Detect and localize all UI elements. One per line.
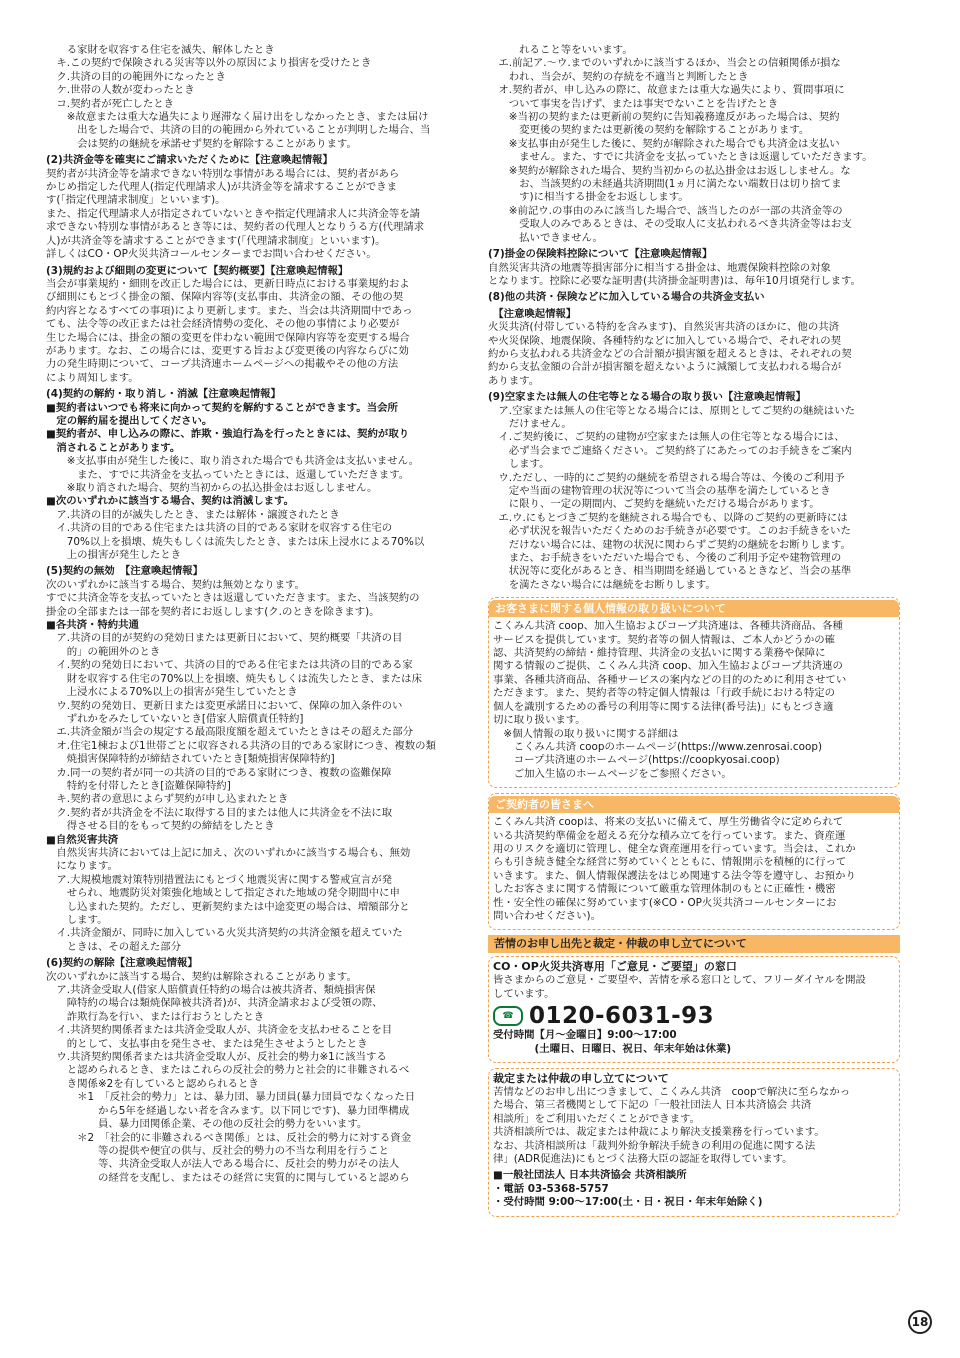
text-line: 掛金の全部または一部を契約者にお返しします(ク.のときを除きます)。 [46, 605, 380, 618]
text-line: ア.空家または無人の住宅等となる場合には、原則としてご契約の継続はいた [488, 404, 855, 417]
inquiry-hours-1: 受付時間【月～金曜日】9:00～17:00 [493, 1029, 677, 1042]
text-line: だけません。 [488, 417, 572, 430]
text-line: ■自然災害共済 [46, 833, 119, 846]
text-line: らも引き続き健全な経営に努めていくとともに、情報開示を積極的に行って [493, 856, 847, 869]
text-line: われ、当会が、契約の存続を不適当と判断したとき [488, 70, 749, 83]
arbitration-hours: ・受付時間 9:00～17:00(土・日・祝日・年末年始除く) [493, 1196, 763, 1209]
text-line: ウ.共済契約関係者または共済金受取人が、反社会的勢力※1に該当する [46, 1051, 387, 1064]
inquiry-window-box [488, 956, 900, 1063]
text-line: 70%以上を損壊、焼失もしくは流失したとき、または床上浸水による70%以 [46, 535, 425, 548]
text-line: 約内容となるすべての事項)により更新します。また、当会は共済期間中であっ [46, 304, 413, 317]
text-line: ウ.ただし、一時的にご契約の継続を希望される場合等は、今後のご利用予 [488, 471, 845, 484]
text-line: せられ、地震防災対策強化地域として指定された地域の発令期間中に申 [46, 887, 400, 900]
text-line: 上浸水による70%以上の損害が発生していたとき [46, 686, 298, 699]
text-line: 財を収容する住宅の70%以上を損壊、焼失もしくは流失したとき、または床 [46, 672, 422, 685]
inquiry-hours-2: (土曜日、日曜日、祝日、年末年始は休業) [493, 1042, 732, 1055]
text-line: 約から支払金額の合計が損害額を超えないように減額して支払われる場合が [488, 361, 842, 374]
text-line: したお客さまに関する情報について厳重な管理体制のもとに正確性・機密 [493, 883, 836, 896]
text-line: ＊1 「反社会的勢力」とは、暴力団、暴力団員(暴力団員でなくなった日 [46, 1091, 416, 1104]
text-line: ■各共済・特約共通 [46, 619, 139, 632]
text-line: ア.共済の目的が滅失したとき、または解体・譲渡されたとき [46, 508, 340, 521]
text-line: キ.契約者の意思によらず契約が申し込まれたとき [46, 793, 289, 806]
phone-number[interactable]: 0120-6031-93 [529, 1003, 715, 1030]
section-heading: (6)契約の解除【注意喚起情報】 [46, 957, 198, 970]
text-line: 力の発生時期について、コープ共済連ホームページへの掲載やその他の方法 [46, 358, 399, 371]
arbitration-title: 裁定または仲裁の申し立てについて [493, 1072, 669, 1085]
text-line: 皆さまからのご意見・ご要望や、苦情を承る窓口として、フリーダイヤルを開設 [493, 974, 866, 987]
text-line: 会は契約の継続を承諾せず契約を解除することがあります。 [46, 137, 357, 150]
arbitration-tel[interactable]: ・電話 03-5368-5757 [493, 1182, 609, 1195]
arbitration-org: ■一般社団法人 日本共済協会 共済相談所 [493, 1169, 687, 1182]
text-line: 事業、各種共済商品、各種サービスの案内などの目的のために利用させてい [493, 673, 847, 686]
section-heading: (7)掛金の保険料控除について【注意喚起情報】 [488, 248, 713, 261]
text-line: ※当初の契約または更新前の契約に告知義務違反があった場合は、契約 [488, 111, 840, 124]
text-line: 切に取り扱います。 [493, 714, 586, 727]
text-line: ■次のいずれかに該当する場合、契約は消滅します。 [46, 495, 294, 508]
text-line: 次のいずれかに該当する場合、契約は解除されることがあります。 [46, 970, 357, 983]
privacy-box [488, 597, 900, 788]
text-line: となります。控除に必要な証明書(共済掛金証明書)は、毎年10月頃発行します。 [488, 274, 861, 287]
text-line: 必ず状況を報告いただくためのお手続きが必要です。このお手続きをいた [488, 525, 851, 538]
text-line: 相談所」をご利用いただくことができます。 [493, 1112, 700, 1125]
text-line: 当会が事業規約・細則を改正した場合には、更新日時点における事業規約およ [46, 277, 410, 290]
text-line: ご加入生協のホームページをご参照ください。 [493, 767, 732, 780]
text-line: ク.共済の目的の範囲外になったとき [46, 70, 226, 83]
text-line: こくみん共済 coopは、将来の支払いに備えて、厚生労働省令に定められて [493, 816, 844, 829]
text-line: なお、共済相談所は「裁判外紛争解決手続きの利用の促進に関する法 [493, 1139, 816, 1152]
text-line: 等、共済金受取人が法人である場合に、反社会的勢力がその法人 [46, 1158, 400, 1171]
text-line: し込まれた契約。ただし、更新契約または中途変更の場合は、増額部分と [46, 900, 410, 913]
text-line: 定の解約届を提出してください。 [46, 414, 213, 427]
text-line: します。 [46, 914, 108, 926]
text-line: 火災共済(付帯している特約を含みます)、自然災害共済のほかに、他の共済 [488, 321, 839, 334]
text-line: 人)が共済金等を請求することができます(「代理請求制度」といいます)。 [46, 234, 386, 247]
text-line: 問い合わせください)。 [493, 909, 601, 922]
text-line: 特約を付帯したとき[盗難保障特約] [46, 779, 231, 792]
text-line: また、お手続きをいただいた場合でも、今後のご利用予定や建物管理の [488, 552, 842, 565]
page-number: 18 [908, 1310, 932, 1334]
text-line: コ.契約者が死亡したとき [46, 97, 174, 110]
text-line: オ.契約者が、申し込みの際に、故意または重大な過失により、質問事項に [488, 84, 845, 97]
text-line: から5年を経過しない者を含みます。以下同じです)、暴力団準構成 [46, 1104, 410, 1117]
text-line: ア.大規模地震対策特別措置法にもとづく地震災害に関する警戒宣言が発 [46, 873, 392, 886]
text-line: 必ず当会までご連絡ください。ご契約終了にあたってのお手続きをご案内 [488, 444, 852, 457]
text-line: いる共済契約準備金を超える充分な積み立てを行っています。また、資産運 [493, 829, 846, 842]
section-heading: (2)共済金等を確実にご請求いただくために【注意喚起情報】 [46, 154, 333, 167]
text-line: また、指定代理請求人が指定されていないときや指定代理請求人に共済金等を請 [46, 207, 421, 220]
text-line: エ.共済金額が当会の規定する最高限度額を超えていたときはその超えた部分 [46, 726, 413, 739]
text-line: 変更後の契約または更新後の契約を解除することがあります。 [488, 124, 810, 137]
privacy-box-title: お客さまに関する個人情報の取り扱いについて [489, 600, 899, 617]
members-box-title: ご契約者の皆さまへ [489, 796, 899, 813]
text-line: 上の損害が発生したとき [46, 549, 182, 562]
inquiry-window-body [493, 974, 895, 1001]
text-line: ＊2 「社会的に非難されるべき関係」とは、反社会的勢力に対する資金 [46, 1131, 412, 1144]
text-line: いきます。また、個人情報保護法をはじめ関連する法令等を遵守し、お預かり [493, 869, 856, 882]
text-line: カ.同一の契約者が同一の共済の目的である家財につき、複数の盗難保障 [46, 766, 392, 779]
text-line: と認められるとき、またはこれらの反社会的勢力と社会的に非難されるべ [46, 1064, 410, 1077]
text-line: ときは、その超えた部分 [46, 940, 182, 953]
phone-row [493, 1003, 895, 1029]
text-line: イ.契約の発効日において、共済の目的である住宅または共済の目的である家 [46, 659, 413, 672]
text-line: します。 [488, 458, 550, 471]
text-line: ※前記ウ.の事由のみに該当した場合で、該当したのが一部の共済金等の [488, 204, 843, 217]
text-line: 求できない特別な事情があるとき等には、契約者の代理人となりうる方(代理請求 [46, 221, 425, 234]
text-line: 出をした場合で、共済の目的の範囲から外れていることが判明した場合、当 [46, 124, 431, 137]
text-line: 約から支払われる共済金などの合計額が損害額を超えるときは、それぞれの契 [488, 347, 852, 360]
text-line: ア.共済の目的が契約の発効日または更新日において、契約概要「共済の目 [46, 632, 403, 645]
text-line: ※支払事由が発生した後に、取り消された場合でも共済金は支払いません。 [46, 455, 419, 468]
text-line: 員、暴力団関係企業、その他の反社会的勢力をいいます。 [46, 1118, 368, 1131]
text-line: 次のいずれかに該当する場合、契約は無効となります。 [46, 578, 305, 591]
text-line: キ.この契約で保険される災害等以外の原因により損害を受けたとき [46, 57, 372, 70]
complaint-section-heading: 苦情のお申し出先と裁定・仲裁の申し立てについて [488, 935, 900, 953]
text-line: 的」の範囲外のとき [46, 645, 161, 658]
text-line: 受取人のみであるときは、その受取人に支払われるべき共済金等はお支 [488, 218, 852, 231]
text-line: 性・安全性の確保に努めています(※CO・OP火災共済コールセンターにお [493, 896, 837, 909]
text-line: があります。なお、この場合には、変更する旨および変更後の内容ならびに効 [46, 344, 409, 357]
right-column [488, 44, 900, 1222]
arbitration-box [488, 1068, 900, 1217]
section-heading: (4)契約の解約・取り消し・消滅【注意喚起情報】 [46, 388, 281, 401]
section-heading: (5)契約の無効 【注意喚起情報】 [46, 565, 203, 578]
text-line: ア.共済金受取人(借家人賠償責任特約の場合は被共済者、類焼損害保 [46, 984, 376, 997]
arbitration-body [493, 1086, 895, 1166]
text-line: オ.住宅1棟および1世帯ごとに収容される共済の目的である家財につき、複数の類 [46, 739, 436, 752]
text-line: れること等をいいます。 [488, 44, 633, 56]
text-line: ※個人情報の取り扱いに関する詳細は [493, 727, 679, 740]
text-line: 自然災害共済の地震等損害部分に相当する掛金は、地震保険料控除の対象 [488, 261, 831, 274]
text-line: 生じた場合には、掛金の額の変更を伴わない範囲で保障内容等を変更する場合 [46, 331, 410, 344]
text-line: ※契約が解除された場合、契約当初からの払込掛金はお返ししません。な [488, 164, 851, 177]
text-line: ただきます。また、契約者等の特定個人情報は「行政手続における特定の [493, 687, 836, 700]
section-heading: (8)他の共済・保険などに加入している場合の共済金支払い [488, 291, 765, 304]
text-line: 関する情報のご提供、こくみん共済 coop、加入生協およびコープ共済連の [493, 660, 843, 673]
text-line: す)に相当する掛金をお返しします。 [488, 191, 689, 204]
text-line: 状況等に変化があるとき、相当期間を経過しているときなど、当会の基準 [488, 565, 852, 578]
members-box [488, 793, 900, 930]
text-line: を満たさない場合には継続をお断りします。 [488, 578, 716, 591]
text-line: に限り、一定の期間内、ご契約を継続いただける場合があります。 [488, 498, 820, 511]
text-line: 認、共済契約の締結・維持管理、共済金の支払いに関する業務や保障に [493, 647, 826, 660]
text-line: 詳しくはCO・OP火災共済コールセンターまでお問い合わせください。 [46, 248, 377, 261]
text-line: び細則にもとづく掛金の額、保障内容等(支払事由、共済金の額、その他の契 [46, 291, 404, 304]
section-heading: 【注意喚起情報】 [488, 307, 577, 320]
text-line: により周知します。 [46, 371, 139, 384]
text-line: ク.契約者が共済金を不法に取得する目的または他人に共済金を不法に取 [46, 806, 393, 819]
text-line: 個人を識別するための番号の利用等に関する法律(番号法)」にもとづき適 [493, 700, 834, 713]
text-line: 詐欺行為を行い、または行おうとしたとき [46, 1010, 265, 1023]
right-column-text [488, 44, 900, 592]
text-line: 契約者が共済金等を請求できない特別な事情がある場合には、契約者があら [46, 167, 400, 180]
text-line: ても、法令等の改正または社会経済情勢の変化、その他の事情により必要が [46, 318, 400, 331]
text-line: や火災保険、地震保険、各種特約などに加入している場合で、それぞれの契 [488, 334, 842, 347]
text-line: す(「指定代理請求制度」といいます)。 [46, 194, 226, 207]
text-line: 共済相談所では、裁定または仲裁により解決支援業務を行っています。 [493, 1126, 825, 1139]
text-line: ■契約者はいつでも将来に向かって契約を解約することができます。当会所 [46, 401, 398, 414]
text-line: ウ.契約の発効日、更新日または変更承諾日において、保障の加入条件のい [46, 699, 403, 712]
inquiry-window-title: CO・OP火災共済専用「ご意見・ご要望」の窓口 [493, 960, 737, 974]
text-line: 焼損害保障特約が締結されていたとき[類焼損害保障特約] [46, 753, 335, 766]
text-line: 得させる目的をもって契約の締結をしたとき [46, 820, 275, 833]
text-line: しています。 [493, 987, 555, 1000]
members-box-body [493, 816, 895, 923]
text-line: た場合、第三者機関として下記の「一般社団法人 日本共済協会 共済 [493, 1099, 812, 1112]
text-line: ※支払事由が発生した後に、契約が解除された場合でも共済金は支払い [488, 137, 840, 150]
text-line: イ.共済の目的である住宅または共済の目的である家財を収容する住宅の [46, 522, 393, 535]
text-line: コープ共済連のホームページ(https://coopkyosai.coop) [493, 754, 780, 767]
text-line: 定や当面の建物管理の状況等について当会の基準を満たしているとき [488, 485, 831, 497]
text-line: 等の提供や便宜の供与、反社会的勢力の不当な利用を行うこと [46, 1144, 389, 1157]
text-line: エ.前記ア.～ウ.までのいずれかに該当するほか、当会との信頼関係が損な [488, 57, 841, 70]
text-line: エ.ウ.にもとづきご契約を継続される場合でも、以降のご契約の更新時には [488, 511, 848, 524]
text-line: 消されることがあります。 [46, 441, 181, 454]
privacy-box-body [493, 620, 895, 781]
text-line: あります。 [488, 374, 540, 387]
freedial-icon: ☎ [493, 1006, 523, 1026]
text-line: すでに共済金等を支払っていたときは返還していただきます。また、当該契約の [46, 592, 420, 605]
text-line: イ.ご契約後に、ご契約の建物が空家または無人の住宅等となる場合には、 [488, 431, 845, 444]
text-line: る家財を収容する住宅を滅失、解体したとき [46, 44, 275, 56]
text-line: き関係※2を有していると認められるとき [46, 1077, 259, 1090]
text-line: 用のリスクを適切に管理し、健全な資産運用を行っています。当会は、これか [493, 842, 856, 855]
text-line: ケ.世帯の人数が変わったとき [46, 84, 195, 97]
text-line: ※故意または重大な過失により遅滞なく届け出をしなかったとき、または届け [46, 111, 429, 124]
text-line: イ.共済契約関係者または共済金受取人が、共済金を支払わせることを目 [46, 1024, 393, 1037]
text-line: 律」(ADR促進法)にもとづく法務大臣の認証を取得しています。 [493, 1153, 793, 1166]
text-line: になります。 [46, 860, 118, 873]
text-line: ません。また、すでに共済金を支払っていたときは返還していただきます。 [488, 151, 873, 164]
left-column [46, 44, 460, 1185]
text-line: イ.共済金額が、同時に加入している火災共済契約の共済金額を超えていた [46, 927, 403, 940]
text-line: ついて事実を告げず、または事実でないことを告げたとき [488, 97, 779, 110]
text-line: ※取り消された場合、契約当初からの払込掛金はお返ししません。 [46, 482, 378, 494]
text-line: また、すでに共済金を支払っていたときには、返還していただきます。 [46, 468, 410, 481]
section-heading: (9)空家または無人の住宅等となる場合の取り扱い【注意喚起情報】 [488, 391, 807, 404]
text-line: お、当該契約の未経過共済期間(1ヵ月に満たない端数日は切り捨てま [488, 178, 842, 191]
text-line: 自然災害共済においては上記に加え、次のいずれかに該当する場合も、無効 [46, 846, 411, 859]
text-line: の経営を支配し、またはその経営に実質的に関与していると認めら [46, 1171, 410, 1184]
text-line: サービスを提供しています。契約者等の個人情報は、ご本人かどうかの確 [493, 633, 836, 646]
text-line: かじめ指定した代理人(指定代理請求人)が共済金等を請求することができま [46, 181, 397, 194]
text-line: 的として、支払事由を発生させ、または発生させようとしたとき [46, 1037, 368, 1050]
text-line: こくみん共済 coopのホームページ(https://www.zenrosai.coop) [493, 740, 822, 753]
text-line: 障特約の場合は類焼保障被共済者)が、共済金請求および受領の際、 [46, 997, 383, 1010]
text-line: 苦情などのお申し出につきまして、こくみん共済 coopで解決に至らなかっ [493, 1086, 851, 1098]
text-line: 払いできません。 [488, 231, 603, 244]
text-line: だけない場合には、建物の状況に関わらずご契約の継続をお断りします。 [488, 538, 851, 551]
text-line: ■契約者が、申し込みの際に、詐欺・強迫行為を行ったときには、契約が取り [46, 428, 410, 441]
text-line: こくみん共済 coop、加入生協およびコープ共済連は、各種共済商品、各種 [493, 620, 843, 633]
text-line: ずれかをみたしていないとき[借家人賠償責任特約] [46, 712, 304, 725]
section-heading: (3)規約および細則の変更について【契約概要】【注意喚起情報】 [46, 264, 349, 277]
